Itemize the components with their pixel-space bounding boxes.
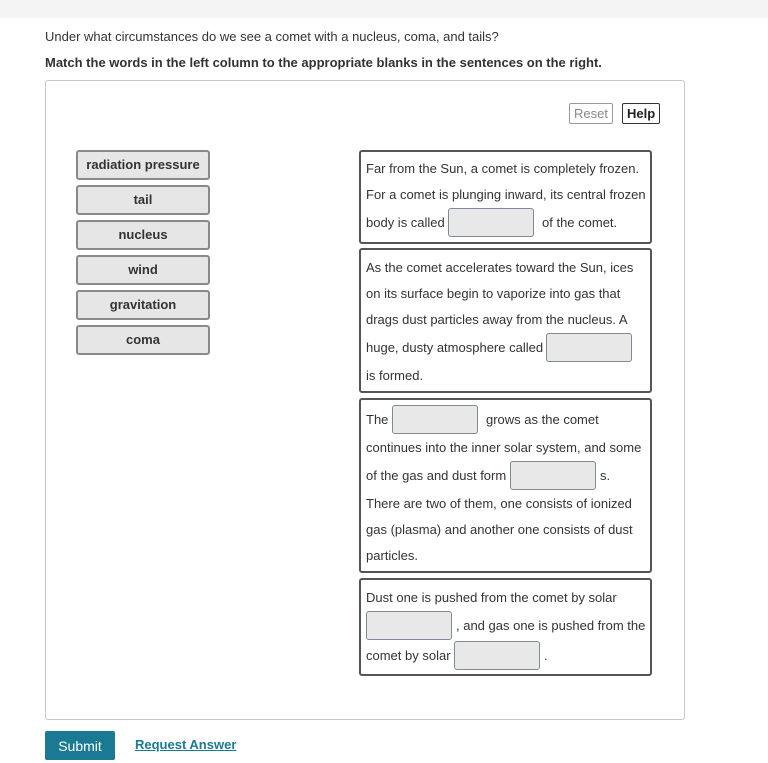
word-chip-gravitation[interactable]: gravitation <box>76 290 210 320</box>
drop-blank-4[interactable] <box>510 461 596 490</box>
sentence-text: drags dust particles away from the nucleus. A <box>366 312 628 327</box>
sentence-box-3 <box>359 398 652 573</box>
sentence-text: comet by solar <box>366 648 451 663</box>
sentence-text: of the comet. <box>542 215 618 230</box>
help-button[interactable]: Help <box>622 103 660 124</box>
drop-blank-1[interactable] <box>448 208 534 237</box>
word-chip-coma[interactable]: coma <box>76 325 210 355</box>
sentence-text: particles. <box>366 548 419 563</box>
sentence-box-4 <box>359 578 652 676</box>
question-text: Under what circumstances do we see a comet with a nucleus, coma, and tails? <box>45 29 499 44</box>
sentence-text: s. <box>600 468 611 483</box>
sentence-text: Dust one is pushed from the comet by solar <box>366 590 617 605</box>
sentence-text: As the comet accelerates toward the Sun, ices <box>366 260 634 275</box>
sentence-text: body is called <box>366 215 445 230</box>
sentence-text: on its surface begin to vaporize into gas that <box>366 286 621 301</box>
sentence-box-1 <box>359 150 652 244</box>
sentence-text: huge, dusty atmosphere called <box>366 340 544 355</box>
sentence-text: For a comet is plunging inward, its central frozen <box>366 187 646 202</box>
sentence-box-2 <box>359 248 652 393</box>
sentence-text: continues into the inner solar system, and some <box>366 440 642 455</box>
instruction-text: Match the words in the left column to the appropriate blanks in the sentences on the right. <box>45 55 602 70</box>
request-answer-link[interactable]: Request Answer <box>135 737 237 752</box>
word-chip-nucleus[interactable]: nucleus <box>76 220 210 250</box>
submit-button[interactable]: Submit <box>45 731 115 760</box>
sentence-text: is formed. <box>366 368 424 383</box>
sentence-text: , and gas one is pushed from the <box>456 618 646 633</box>
word-chip-tail[interactable]: tail <box>76 185 210 215</box>
sentence-text: grows as the comet <box>486 412 599 427</box>
word-chip-radiation-pressure[interactable]: radiation pressure <box>76 150 210 180</box>
reset-button[interactable]: Reset <box>569 103 613 124</box>
sentence-text: . <box>544 648 548 663</box>
drop-blank-3[interactable] <box>392 405 478 434</box>
sentence-text: Far from the Sun, a comet is completely frozen. <box>366 161 640 176</box>
sentence-text: There are two of them, one consists of ionized <box>366 496 632 511</box>
sentence-text: gas (plasma) and another one consists of dust <box>366 522 633 537</box>
top-bar <box>0 0 768 18</box>
drop-blank-2[interactable] <box>546 333 632 362</box>
word-chip-wind[interactable]: wind <box>76 255 210 285</box>
drop-blank-6[interactable] <box>454 641 540 670</box>
drop-blank-5[interactable] <box>366 611 452 640</box>
sentence-text: of the gas and dust form <box>366 468 507 483</box>
sentence-text: The <box>366 412 389 427</box>
